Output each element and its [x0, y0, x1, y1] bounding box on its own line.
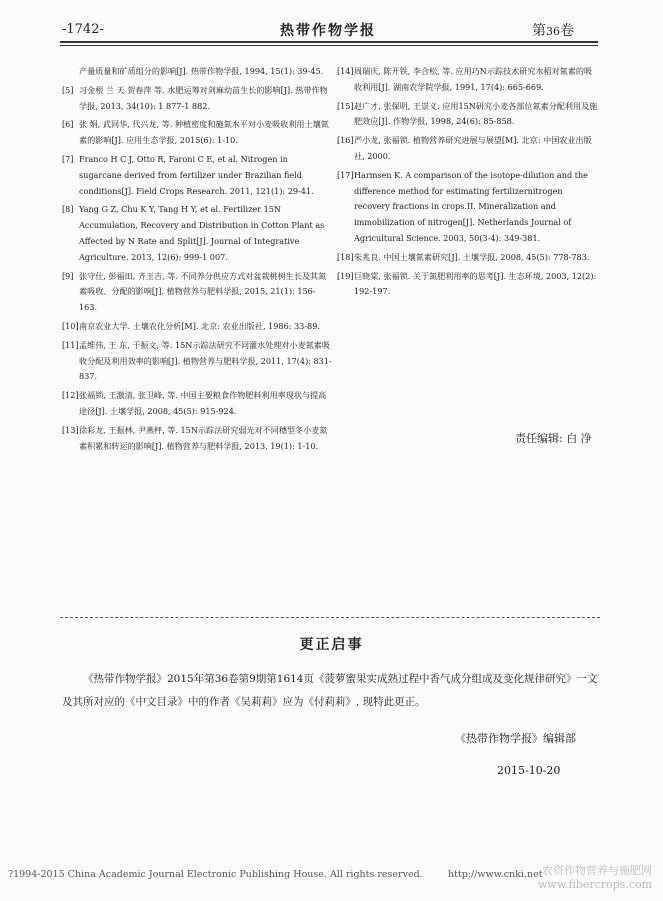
reference-text: 周瑞庆, 陈开铁, 李合松, 等. 应用巧N示踪技术研究水稻对氮素的吸收利用[J]. 湖南农学院学报, 1991, 17(4): 665-669.	[354, 66, 593, 92]
reference-number: [12]	[62, 390, 79, 401]
notice-body: 《热带作物学报》2015年第36卷第9期第1614页《菠萝蜜果实成熟过程中香气成分组成及变化规律研究》一文及其所对应的《中文目录》中的作者《吴莉莉》应为《付莉莉》, 现特此更正。	[62, 673, 598, 708]
notice-date: 2015-10-20	[497, 764, 561, 777]
watermark-line1: 农资作物营养与施肥网	[542, 864, 653, 877]
references-left-column	[62, 64, 332, 457]
references-right-column	[337, 64, 599, 303]
reference-text: 张守仕, 彭福田, 齐玉吉, 等. 不同养分供应方式对盆栽桃树生长及其氮素吸收、分配的影响[J]. 植物营养与肥料学报, 2015, 21(1): 156-163.	[79, 270, 327, 313]
reference-item	[337, 99, 599, 131]
reference-number: [18]	[337, 251, 354, 262]
reference-number: [6]	[62, 119, 74, 130]
reference-item	[62, 269, 332, 316]
reference-text: 严小龙, 张福锁. 植物营养研究进展与展望[M]. 北京: 中国农业出版社, 2000.	[354, 135, 592, 161]
volume-suffix: 卷	[560, 23, 574, 39]
reference-item	[62, 338, 332, 385]
reference-number: [13]	[62, 424, 79, 435]
reference-text: Franco H C J, Otto R, Faroni C E, et al. Nitrogen in sugarcane derived from fertilizer under Brazilian field conditions[J]. Field Crops Research. 2011, 121(1): 29-41.	[79, 153, 314, 196]
reference-text: 张福锁, 王激清, 张卫峰, 等. 中国主要粮食作物肥料利用率现状与提高途径[J]. 土壤学报, 2008, 45(5): 915-924.	[79, 390, 327, 416]
page-number: -1742-	[62, 22, 104, 37]
reference-item	[62, 83, 332, 115]
journal-title: 热带作物学报	[280, 23, 376, 39]
reference-item	[337, 133, 599, 165]
reference-item	[337, 168, 599, 247]
footer-copyright: ?1994-2015 China Academic Journal Electronic Publishing House. All rights reserved.	[8, 869, 423, 880]
responsible-editor: 责任编辑: 白 净	[515, 432, 592, 445]
volume-label	[532, 20, 574, 40]
section-divider	[60, 617, 600, 618]
reference-item	[62, 388, 332, 420]
reference-text: Yang G Z, Chu K Y, Tang H Y, et al. Fertilizer 15N Accumulation, Recovery and Distribution in Cotton Plant as Affected by N Rate and Split[J]. Journal of Integrative Agriculture. 2013, 12(6): 999-1 007.	[79, 204, 325, 262]
reference-text: 赵广才, 张保明, 王崇义. 应用15N研究小麦各部位氮素分配利用及施肥效应[J]. 作物学报, 1998, 24(6): 85-858.	[354, 100, 598, 127]
reference-number: [17]	[337, 169, 354, 180]
reference-item	[62, 319, 332, 335]
reference-number: [5]	[62, 84, 74, 95]
reference-number: [15]	[337, 100, 354, 111]
reference-text: 巨晓棠, 张福锁. 关于氮肥利用率的思考[J]. 生态环境, 2003, 12(2): 192-197.	[354, 270, 597, 297]
reference-number: [19]	[337, 270, 354, 281]
reference-item	[337, 269, 599, 301]
notice-signature: 《热带作物学报》编辑部	[455, 732, 576, 745]
header-rule	[60, 41, 598, 46]
notice-title: 更正启事	[299, 637, 364, 653]
reference-text: 徐彩龙, 王振林, 尹燕枰, 等. 15N示踪法研究弱光对不同穗型冬小麦氮素积累和转运的影响[J]. 植物营养与肥料学报, 2013, 19(1): 1-10.	[79, 424, 328, 451]
reference-number: [8]	[62, 204, 74, 215]
volume-number: 36	[546, 25, 560, 38]
footer-url: http://www.cnki.net	[448, 869, 543, 880]
reference-number: [7]	[62, 153, 74, 164]
reference-text: 南京农业大学. 土壤农化分析[M]. 北京: 农业出版社, 1986: 33-89.	[79, 320, 320, 331]
reference-number: [11]	[62, 339, 79, 350]
volume-prefix: 第	[532, 23, 546, 39]
reference-text: 孟维伟, 王 东, 于振文, 等. 15N示踪法研究不同灌水处理对小麦氮素吸收分配及利用效率的影响[J]. 植物营养与肥料学报, 2011, 17(4): 831-837.	[79, 339, 332, 382]
reference-number: [10]	[62, 320, 79, 331]
reference-number: [9]	[62, 270, 74, 281]
reference-text: Harmsen K. A comparison of the isotope-dilution and the difference method for estimating fertilizernitrogen recovery fractions in crops.II. Mineralization and immobilization of nitrogen[J]. Netherlands Journal of Agricultural Science. 2003, 50(3-4): 349-381.	[354, 169, 588, 243]
reference-item	[62, 152, 332, 199]
reference-text: 朱兆良. 中国土壤氮素研究[J]. 土壤学报, 2008, 45(5): 778-783.	[354, 251, 590, 262]
reference-number: [14]	[337, 66, 354, 76]
reference-number: [16]	[337, 135, 354, 146]
reference-item	[62, 64, 332, 80]
reference-item	[62, 202, 332, 265]
reference-text: 张 娟, 武同华, 代兴龙, 等. 种植密度和施氮水平对小麦吸收利用土壤氮素的影响[J]. 应用生态学报, 2015(6): 1-10.	[79, 119, 329, 146]
reference-text: 习金根 兰 天 贺春萍 等. 水肥运筹对剑麻幼苗生长的影响[J]. 热带作物学报, 2013, 34(10): 1 877-1 882.	[79, 84, 328, 111]
reference-item	[337, 64, 599, 96]
reference-item	[62, 423, 332, 455]
site-watermark	[538, 864, 652, 892]
reference-item	[337, 250, 599, 266]
reference-item	[62, 117, 332, 149]
reference-text: 产量质量和矿质组分的影响[J]. 热带作物学报, 1994, 15(1): 39-45.	[79, 66, 324, 76]
watermark-line2: www.fibercrops.com	[538, 878, 653, 891]
